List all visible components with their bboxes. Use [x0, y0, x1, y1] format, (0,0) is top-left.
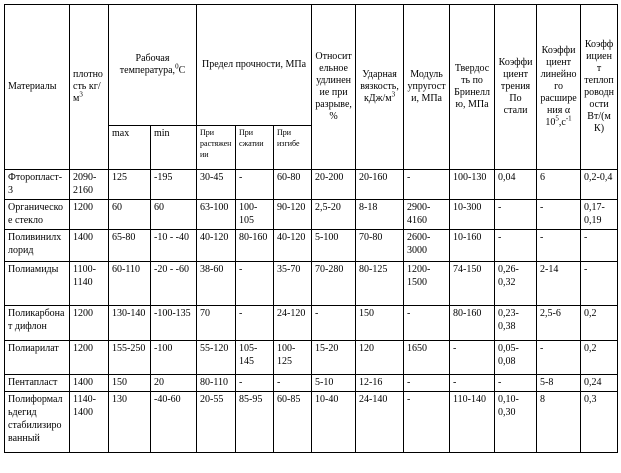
cell-conductivity: -: [581, 262, 618, 306]
cell-elongation: 2,5-20: [312, 200, 356, 230]
cell-friction: 0,26-0,32: [495, 262, 537, 306]
header-friction: Коэффициент трения По стали: [495, 5, 537, 170]
cell-impact: 150: [356, 306, 404, 341]
header-density: плотность $кг/м^3$: [70, 5, 109, 170]
header-hardness: Твердость по Бринеллю, МПа: [450, 5, 495, 170]
cell-tmax: 125: [109, 170, 151, 200]
cell-tmax: 60: [109, 200, 151, 230]
cell-conductivity: 0,24: [581, 375, 618, 392]
cell-tmin: -40-60: [151, 392, 197, 453]
cell-friction: -: [495, 230, 537, 262]
cell-material: Поливинилхлорид: [5, 230, 70, 262]
cell-material: Органическое стекло: [5, 200, 70, 230]
cell-expansion: 2-14: [537, 262, 581, 306]
cell-conductivity: 0,2: [581, 341, 618, 375]
cell-impact: 12-16: [356, 375, 404, 392]
header-material: Материалы: [5, 5, 70, 170]
cell-bending: 24-120: [274, 306, 312, 341]
header-modulus: Модуль упругости, МПа: [404, 5, 450, 170]
cell-tmin: -100-135: [151, 306, 197, 341]
cell-hardness: 80-160: [450, 306, 495, 341]
cell-impact: 120: [356, 341, 404, 375]
cell-compression: -: [236, 375, 274, 392]
cell-bending: 35-70: [274, 262, 312, 306]
cell-tension: 38-60: [197, 262, 236, 306]
cell-compression: -: [236, 170, 274, 200]
cell-bending: 40-120: [274, 230, 312, 262]
cell-density: 1200: [70, 306, 109, 341]
cell-modulus: -: [404, 306, 450, 341]
cell-tmax: 130: [109, 392, 151, 453]
cell-impact: 80-125: [356, 262, 404, 306]
cell-friction: 0,23-0,38: [495, 306, 537, 341]
header-compression: При сжатии: [236, 126, 274, 170]
table-row: [5, 230, 618, 262]
cell-density: 1400: [70, 230, 109, 262]
cell-compression: 105-145: [236, 341, 274, 375]
cell-expansion: -: [537, 230, 581, 262]
cell-conductivity: 0,2: [581, 306, 618, 341]
cell-density: 1200: [70, 200, 109, 230]
cell-tension: 20-55: [197, 392, 236, 453]
cell-tmin: -20 - -60: [151, 262, 197, 306]
header-tension: При растяжении: [197, 126, 236, 170]
cell-expansion: 6: [537, 170, 581, 200]
cell-friction: 0,10-0,30: [495, 392, 537, 453]
cell-impact: 70-80: [356, 230, 404, 262]
cell-impact: 24-140: [356, 392, 404, 453]
cell-impact: 8-18: [356, 200, 404, 230]
cell-hardness: 10-160: [450, 230, 495, 262]
header-row-1: [5, 5, 618, 126]
cell-bending: 100-125: [274, 341, 312, 375]
cell-tension: 70: [197, 306, 236, 341]
cell-density: 1200: [70, 341, 109, 375]
cell-modulus: 1650: [404, 341, 450, 375]
cell-expansion: -: [537, 200, 581, 230]
cell-elongation: 20-200: [312, 170, 356, 200]
cell-compression: -: [236, 262, 274, 306]
header-strength: Предел прочности, МПа: [197, 5, 312, 126]
cell-hardness: 10-300: [450, 200, 495, 230]
table-row: [5, 306, 618, 341]
cell-friction: -: [495, 200, 537, 230]
cell-material: Поликарбонат дифлон: [5, 306, 70, 341]
header-max: max: [109, 126, 151, 170]
cell-tension: 30-45: [197, 170, 236, 200]
cell-density: 1400: [70, 375, 109, 392]
cell-modulus: 1200-1500: [404, 262, 450, 306]
cell-bending: -: [274, 375, 312, 392]
cell-hardness: -: [450, 375, 495, 392]
header-impact: Ударная вязкость, кДж/$м^3$: [356, 5, 404, 170]
cell-conductivity: 0,2-0,4: [581, 170, 618, 200]
cell-hardness: 74-150: [450, 262, 495, 306]
cell-density: 2090-2160: [70, 170, 109, 200]
cell-elongation: 15-20: [312, 341, 356, 375]
table-row: [5, 262, 618, 306]
cell-conductivity: 0,3: [581, 392, 618, 453]
header-min: min: [151, 126, 197, 170]
cell-compression: 100-105: [236, 200, 274, 230]
cell-tmax: 65-80: [109, 230, 151, 262]
cell-elongation: 5-100: [312, 230, 356, 262]
cell-modulus: -: [404, 375, 450, 392]
cell-compression: 80-160: [236, 230, 274, 262]
cell-material: Полиформальдегид стабилизированный: [5, 392, 70, 453]
header-work-temp: Рабочая температура,$^0$С: [109, 5, 197, 126]
cell-modulus: -: [404, 392, 450, 453]
cell-conductivity: 0,17-0,19: [581, 200, 618, 230]
header-expansion: Коэффициент линейного расширения α $10^5,с^{-1}$: [537, 5, 581, 170]
cell-expansion: 2,5-6: [537, 306, 581, 341]
cell-expansion: 5-8: [537, 375, 581, 392]
cell-hardness: -: [450, 341, 495, 375]
cell-tmin: -10 - -40: [151, 230, 197, 262]
cell-bending: 60-80: [274, 170, 312, 200]
cell-elongation: 70-280: [312, 262, 356, 306]
table-row: [5, 375, 618, 392]
table-row: [5, 200, 618, 230]
cell-tmax: 60-110: [109, 262, 151, 306]
cell-hardness: 100-130: [450, 170, 495, 200]
cell-compression: -: [236, 306, 274, 341]
cell-material: Полиарилат: [5, 341, 70, 375]
cell-elongation: -: [312, 306, 356, 341]
cell-bending: 90-120: [274, 200, 312, 230]
header-bending: При изгибе: [274, 126, 312, 170]
cell-elongation: 10-40: [312, 392, 356, 453]
cell-tmin: -100: [151, 341, 197, 375]
cell-friction: 0,04: [495, 170, 537, 200]
cell-bending: 60-85: [274, 392, 312, 453]
cell-tension: 80-110: [197, 375, 236, 392]
cell-expansion: 8: [537, 392, 581, 453]
cell-tmin: 20: [151, 375, 197, 392]
cell-tension: 55-120: [197, 341, 236, 375]
table-row: [5, 341, 618, 375]
cell-modulus: 2600-3000: [404, 230, 450, 262]
cell-material: Фторопласт-3: [5, 170, 70, 200]
table-row: [5, 392, 618, 453]
table-row: [5, 170, 618, 200]
cell-hardness: 110-140: [450, 392, 495, 453]
cell-tension: 63-100: [197, 200, 236, 230]
cell-tmax: 155-250: [109, 341, 151, 375]
cell-material: Пентапласт: [5, 375, 70, 392]
cell-conductivity: -: [581, 230, 618, 262]
cell-modulus: -: [404, 170, 450, 200]
cell-modulus: 2900-4160: [404, 200, 450, 230]
cell-elongation: 5-10: [312, 375, 356, 392]
header-elongation: Относительное удлинение при разрыве, %: [312, 5, 356, 170]
cell-tmax: 130-140: [109, 306, 151, 341]
cell-density: 1100-1140: [70, 262, 109, 306]
cell-tmin: -195: [151, 170, 197, 200]
cell-tension: 40-120: [197, 230, 236, 262]
cell-impact: 20-160: [356, 170, 404, 200]
cell-tmax: 150: [109, 375, 151, 392]
cell-expansion: -: [537, 341, 581, 375]
cell-tmin: 60: [151, 200, 197, 230]
cell-friction: 0,05-0,08: [495, 341, 537, 375]
cell-material: Полиамиды: [5, 262, 70, 306]
cell-friction: -: [495, 375, 537, 392]
materials-properties-table: [4, 4, 618, 453]
cell-density: 1140-1400: [70, 392, 109, 453]
header-conductivity: Коэффициент теплопроводности Вт/(м К): [581, 5, 618, 170]
cell-compression: 85-95: [236, 392, 274, 453]
